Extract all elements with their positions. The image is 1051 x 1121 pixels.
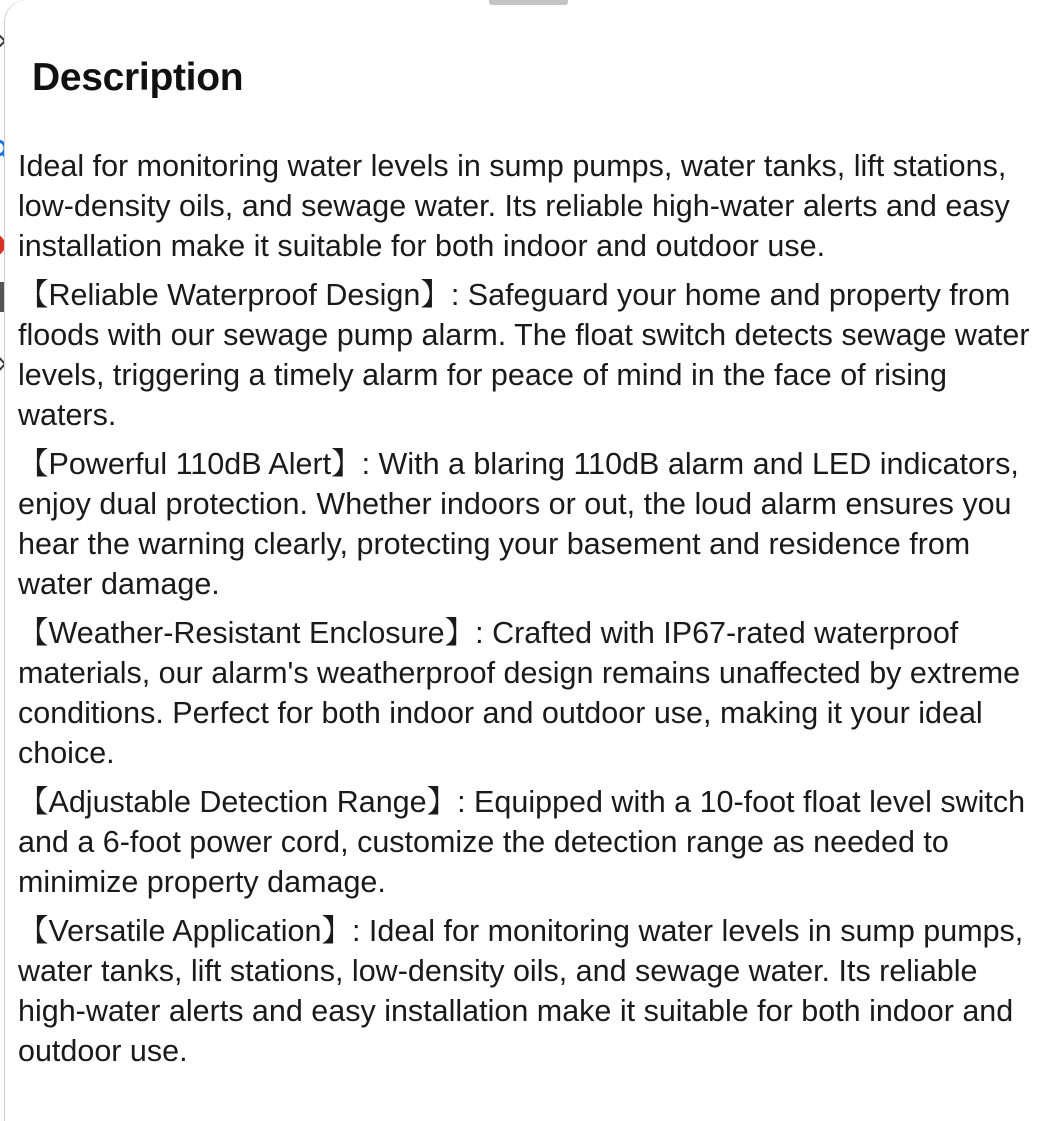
feature-text: : Ideal for monitoring water levels in sump pumps, water tanks, lift stations, low-density oils, and sewage water. Its reliable high-water alerts and easy installation make it suitable for both indoor and outdoor use. [18,914,1024,1068]
feature-heading: 【Versatile Application】 [18,914,352,948]
feature-paragraph [18,911,1048,1071]
feature-text: : With a blaring 110dB alarm and LED indicators, enjoy dual protection. Whether indoors or out, the loud alarm ensures you hear the warning clearly, protecting your basement and residence from water damage. [18,447,1019,601]
description-body [18,146,1048,1080]
description-intro: Ideal for monitoring water levels in sump pumps, water tanks, lift stations, low-density oils, and sewage water. Its reliable high-water alerts and easy installation make it suitable for both indoor and outdoor use. [18,149,1010,263]
feature-heading: 【Adjustable Detection Range】 [18,785,458,819]
feature-heading: 【Powerful 110dB Alert】 [18,447,362,481]
feature-paragraph [18,444,1048,604]
feature-text: : Crafted with IP67-rated waterproof materials, our alarm's weatherproof design remains unaffected by extreme conditions. Perfect for both indoor and outdoor use, making it your ideal choice. [18,616,1021,770]
feature-paragraph [18,782,1048,902]
feature-text: : Safeguard your home and property from floods with our sewage pump alarm. The float switch detects sewage water levels, triggering a timely alarm for peace of mind in the face of rising waters. [18,278,1030,432]
description-sheet [5,0,1051,1121]
sheet-drag-handle[interactable] [489,0,568,5]
feature-heading: 【Weather-Resistant Enclosure】 [18,616,476,650]
feature-heading: 【Reliable Waterproof Design】 [18,278,451,312]
feature-paragraph [18,275,1048,435]
feature-paragraph [18,613,1048,773]
feature-text: : Equipped with a 10-foot float level switch and a 6-foot power cord, customize the detection range as needed to minimize property damage. [18,785,1026,899]
sheet-title: Description [32,56,244,99]
